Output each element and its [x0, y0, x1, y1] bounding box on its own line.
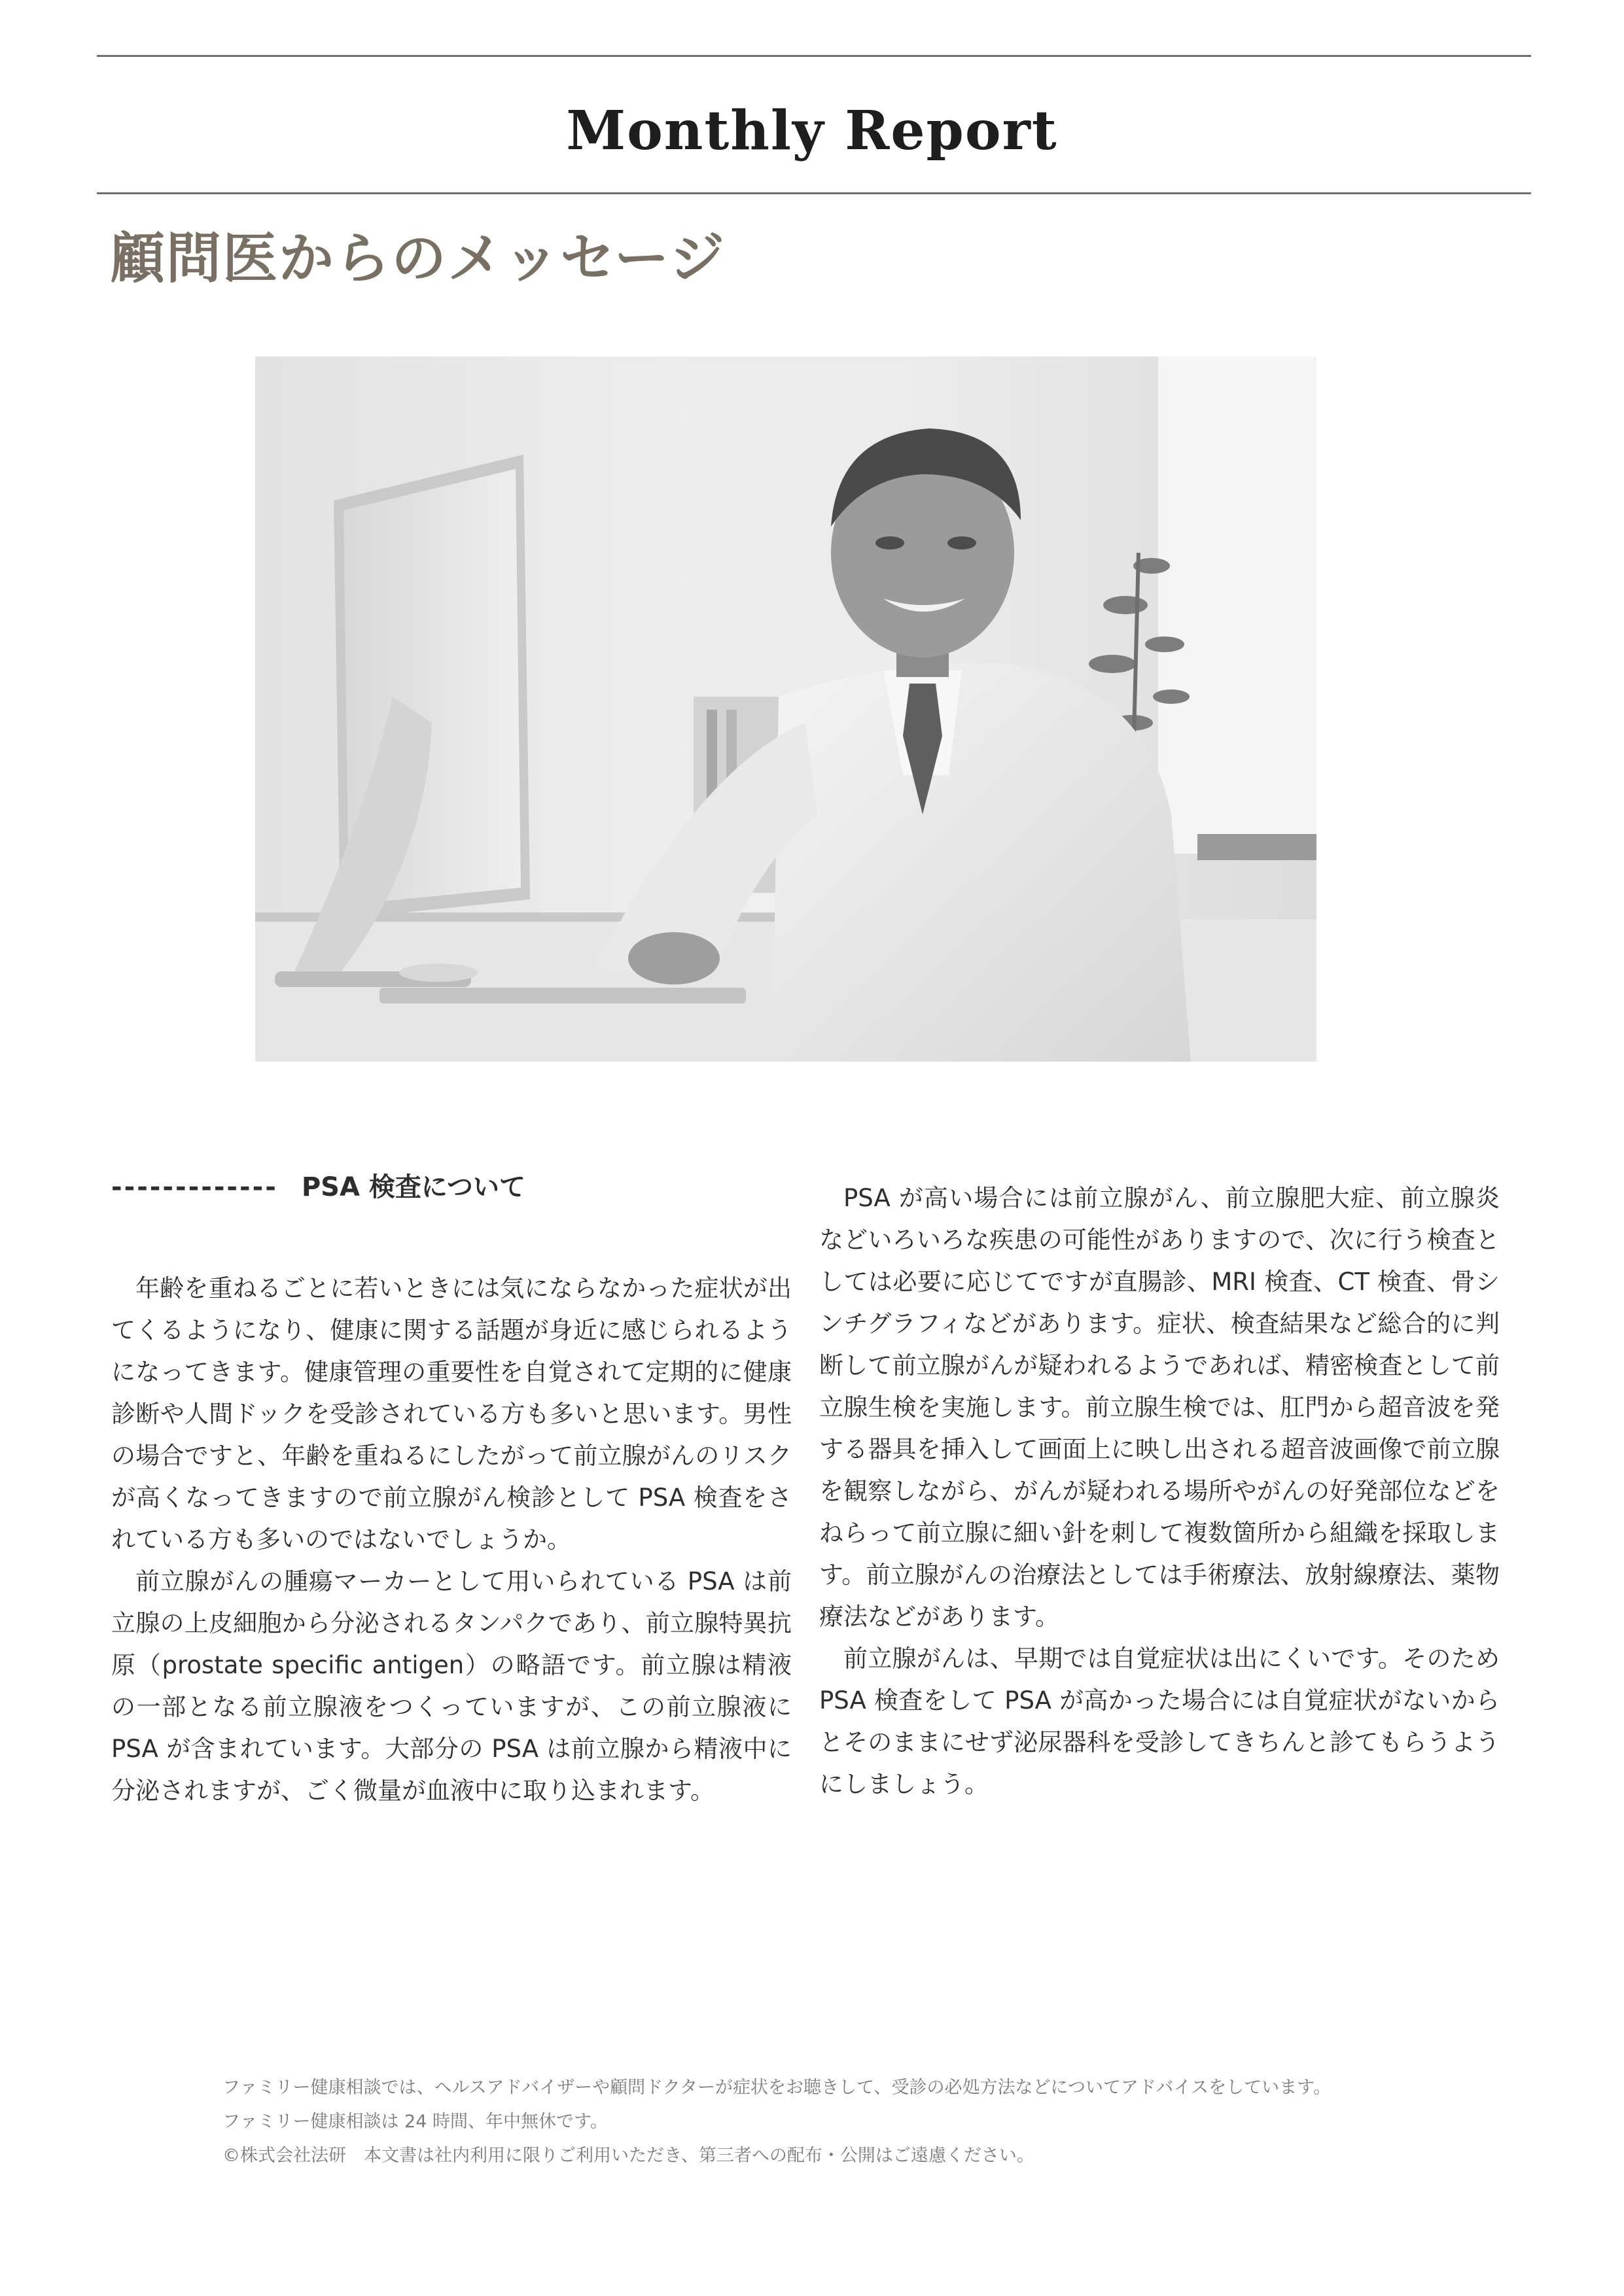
doctor-portrait-photo — [255, 357, 1316, 1062]
masthead: Monthly Report — [566, 99, 1058, 162]
paragraph: 年齢を重ねるごとに若いときには気にならなかった症状が出てくるようになり、健康に関する話題が身近に感じられるようになってきます。健康管理の重要性を自覚されて定期的に健康診断や人間ドックを受診されている方も多いと思います。男性の場合ですと、年齢を重ねるにしたがって前立腺がんのリスクが高くなってきますので前立腺がん検診として PSA 検査をされている方も多いのではないでしょうか。 — [111, 1274, 792, 1554]
footer-notes — [222, 2071, 1466, 2173]
paragraph: PSA が高い場合には前立腺がん、前立腺肥大症、前立腺炎などいろいろな疾患の可能性がありますので、次に行う検査としては必要に応じてですが直腸診、MRI 検査、CT 検査、骨シンチグラフィなどがあります。症状、検査結果など総合的に判断して前立腺がんが疑われるようであれば、精密検査として前立腺生検を実施します。前立腺生検では、肛門から超音波を発する器具を挿入して画面上に映し出される超音波画像で前立腺を観察しながら、がんが疑われる場所やがんの好発部位などをねらって前立腺に細い針を刺して複数箇所から組織を採取します。前立腺がんの治療法としては手術療法、放射線療法、薬物療法などがあります。 — [819, 1184, 1500, 1631]
footer-line: ファミリー健康相談では、ヘルスアドバイザーや顧問ドクターが症状をお聴きして、受診の必処方法などについてアドバイスをしています。 — [222, 2078, 1331, 2098]
section-heading-title: PSA 検査について — [301, 1172, 526, 1202]
masthead-bottom-rule — [97, 192, 1531, 194]
photo-illustration — [255, 357, 1316, 1062]
article-right-column — [819, 1164, 1500, 1805]
paragraph: 前立腺がんの腫瘍マーカーとして用いられている PSA は前立腺の上皮細胞から分泌されるタンパクであり、前立腺特異抗原（prostate specific antigen）の略語です。前立腺は精液の一部となる前立腺液をつくっていますが、この前立腺液に PSA が含まれています。大部分の PSA は前立腺から精液中に分泌されますが、ごく微量が血液中に取り込まれます。 — [111, 1567, 792, 1805]
page-title: 顧問医からのメッセージ — [110, 226, 726, 290]
footer-line: ファミリー健康相談は 24 時間、年中無休です。 — [222, 2112, 608, 2132]
section-heading — [111, 1164, 792, 1210]
article-left-column — [111, 1164, 792, 1812]
footer-line: ©株式会社法研 本文書は社内利用に限りご利用いただき、第三者への配布・公開はご遠慮ください。 — [222, 2146, 1034, 2166]
section-heading-dashes: ------------- — [111, 1172, 278, 1202]
top-rule — [97, 55, 1531, 57]
paragraph: 前立腺がんは、早期では自覚症状は出にくいです。そのため PSA 検査をして PSA が高かった場合には自覚症状がないからとそのままにせず泌尿器科を受診してきちんと診てもらうようにしましょう。 — [819, 1644, 1500, 1798]
